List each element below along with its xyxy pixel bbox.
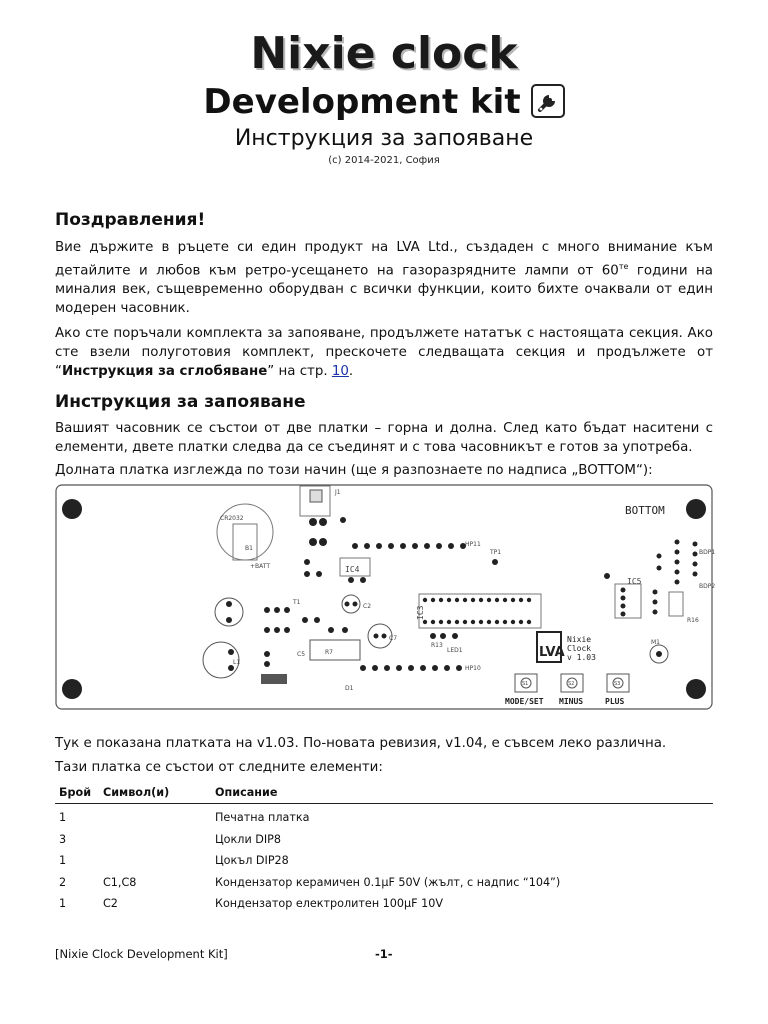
paragraph-bottom-board: Долната платка изглежда по този начин (ще я разпознаете по надписа „BOTTOM“): xyxy=(55,463,653,478)
svg-text:MODE/SET: MODE/SET xyxy=(505,697,544,706)
page-link[interactable]: 10 xyxy=(331,364,349,379)
svg-text:LED1: LED1 xyxy=(447,647,463,654)
svg-text:IC3: IC3 xyxy=(416,605,425,620)
title-development-kit-text: Development kit xyxy=(203,82,521,122)
cell-qty: 1 xyxy=(59,897,67,911)
parts-table xyxy=(55,786,713,915)
svg-text:D1: D1 xyxy=(345,685,354,692)
svg-text:BDP1: BDP1 xyxy=(699,549,716,556)
svg-text:S3: S3 xyxy=(614,681,621,687)
cell-description: Печатна платка xyxy=(215,811,310,825)
table-row xyxy=(55,829,713,851)
cell-symbols: C1,C8 xyxy=(103,875,137,889)
col-header-qty: Брой xyxy=(55,786,99,804)
kit-choice-text-a: Ако сте поръчали комплекта за запояване, продължете нататък с настоящата секция. Ако сте взели полуготовия комплект, прескочете следващата секция и продължете от “ xyxy=(55,326,713,379)
svg-text:HP11: HP11 xyxy=(465,541,481,548)
paragraph-revision-note: Тук е показана платката на v1.03. По-новата ревизия, v1.04, е съвсем леко различна. xyxy=(55,736,667,751)
board-bottom-label: BOTTOM xyxy=(625,504,665,517)
svg-text:IC5: IC5 xyxy=(627,577,642,586)
title-development-kit xyxy=(0,82,768,122)
col-header-description: Описание xyxy=(211,786,713,804)
paragraph-kit-choice xyxy=(55,324,713,381)
cell-qty: 2 xyxy=(59,875,67,889)
table-row xyxy=(55,893,713,915)
svg-text:C7: C7 xyxy=(389,635,398,642)
svg-text:J1: J1 xyxy=(335,489,341,496)
svg-text:S1: S1 xyxy=(522,681,529,687)
copyright: (c) 2014-2021, София xyxy=(328,155,440,166)
svg-text:M1: M1 xyxy=(651,639,660,646)
paragraph-board-elements: Тази платка се състои от следните елементи: xyxy=(55,760,383,775)
table-row xyxy=(55,872,713,894)
cell-description: Кондензатор керамичен 0.1µF 50V (жълт, с надпис “104”) xyxy=(215,875,561,889)
svg-text:+BATT: +BATT xyxy=(250,563,271,570)
heading-congratulations: Поздравления! xyxy=(55,210,206,230)
svg-text:IC4: IC4 xyxy=(345,565,360,574)
subtitle: Инструкция за запояване xyxy=(234,126,534,151)
col-header-symbols: Символ(и) xyxy=(99,786,211,804)
assembly-instructions-ref: Инструкция за сглобяване xyxy=(61,364,268,379)
paragraph-two-boards: Вашият часовник се състои от две платки – горна и долна. След като бъдат наситени с елементи, двете платки следва да се съединят и с това часовникът е готов за употреба. xyxy=(55,421,713,455)
kit-choice-text-b: ” на стр. xyxy=(267,364,332,379)
heading-soldering-instructions: Инструкция за запояване xyxy=(55,392,306,412)
paragraph-intro xyxy=(55,238,713,318)
svg-text:v 1.03: v 1.03 xyxy=(567,653,596,662)
cell-symbols xyxy=(99,850,211,872)
wrench-icon xyxy=(531,84,565,118)
svg-text:HP10: HP10 xyxy=(465,665,481,672)
cell-description: Цокъл DIP28 xyxy=(215,854,289,868)
cell-qty: 1 xyxy=(59,854,67,868)
parts-table-header xyxy=(55,786,713,804)
svg-text:BDP2: BDP2 xyxy=(699,583,716,590)
svg-text:CR2032: CR2032 xyxy=(220,515,244,522)
svg-text:B1: B1 xyxy=(245,545,253,552)
svg-text:MINUS: MINUS xyxy=(559,697,584,706)
cell-symbols xyxy=(99,804,211,829)
pcb-bottom-board-image xyxy=(55,484,716,710)
table-row xyxy=(55,850,713,872)
intro-text-a: Вие държите в ръцете си един продукт на LVA Ltd., създаден с много внимание към детайлите и любов към ретро-усещането на газоразрядните лампи от 60 xyxy=(55,240,713,279)
footer-document-title: [Nixie Clock Development Kit] xyxy=(55,947,228,961)
svg-text:Nixie: Nixie xyxy=(567,635,592,644)
footer-page-number: -1- xyxy=(375,947,393,961)
intro-text-b: години на миналия век, същевременно оборудван с всички функции, които бихте очаквали от един модерен часовник. xyxy=(55,263,713,317)
svg-text:R13: R13 xyxy=(431,642,443,649)
cell-symbols: C2 xyxy=(103,897,118,911)
svg-text:TP1: TP1 xyxy=(490,549,502,556)
title-nixie-clock: Nixie clock xyxy=(250,28,518,79)
svg-text:R7: R7 xyxy=(325,649,333,656)
cell-qty: 1 xyxy=(59,811,67,825)
svg-text:T1: T1 xyxy=(293,599,301,606)
cell-description: Кондензатор електролитен 100µF 10V xyxy=(215,897,444,911)
cell-description: Цокли DIP8 xyxy=(215,832,282,846)
svg-text:Clock: Clock xyxy=(567,644,592,653)
table-row xyxy=(55,804,713,829)
svg-text:C2: C2 xyxy=(363,603,372,610)
cell-qty: 3 xyxy=(59,832,67,846)
svg-text:LVA: LVA xyxy=(539,645,565,660)
kit-choice-text-c: . xyxy=(348,364,354,379)
svg-text:S2: S2 xyxy=(568,681,575,687)
svg-text:C5: C5 xyxy=(297,651,306,658)
svg-text:R16: R16 xyxy=(687,617,699,624)
svg-text:PLUS: PLUS xyxy=(605,697,625,706)
intro-superscript: те xyxy=(618,262,629,271)
svg-text:L1: L1 xyxy=(233,659,241,666)
cell-symbols xyxy=(99,829,211,851)
